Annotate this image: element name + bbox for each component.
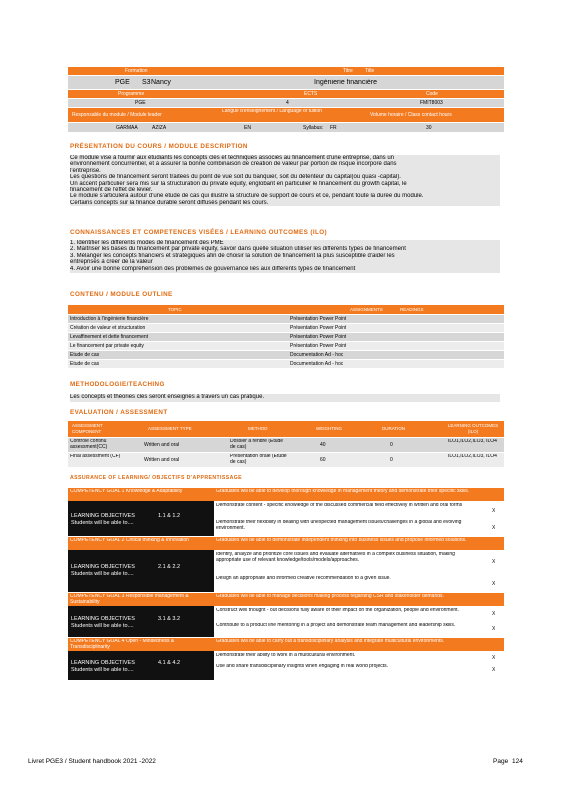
presentation-line: Les questions de financement seront traitées du point de vue soit du banquier, soit du détenteur du capital(ou quasi -capital).	[70, 174, 401, 181]
formation-label: Formation	[125, 68, 148, 74]
lo-subtitle: Students will be able to....	[71, 623, 134, 629]
lo-item-text: Design an appropriate and informed creative recommendation to a given issue.	[216, 576, 391, 581]
presentation-line: Un accent particulier sera mis sur la structuration du private equity, englobant en particulier le financement du growth capital, le	[70, 180, 407, 187]
programme-label: Programme	[118, 91, 145, 97]
header-row-formation	[68, 67, 504, 75]
assignment-cell: Présentation Power Point	[290, 334, 347, 340]
evaluation-heading: EVALUATION / ASSESSMENT	[70, 409, 168, 416]
programme-value: PGE	[135, 100, 146, 106]
footer-handbook: Livret PGE3 / Student handbook 2021 -2022	[28, 758, 156, 765]
duration-col: DURATION	[382, 426, 406, 431]
lo-number: 1.1 & 1.2	[158, 513, 181, 519]
language-label: Langue d'enseignement / Language of tuition	[222, 109, 322, 114]
methodology-heading: METHODOLOGIE/TEACHING	[70, 381, 165, 388]
presentation-line: l'entreprise.	[70, 167, 101, 174]
competency-goal: COMPETENCY GOAL 1 Knowledge & Adaptability	[70, 489, 183, 494]
duration-cell: 0	[390, 442, 393, 448]
competency-block-3	[68, 593, 504, 637]
topic-cell: Le financement par private equity	[70, 343, 144, 349]
lo-item-mark: X	[492, 611, 496, 617]
lo-number: 2.1 & 2.2	[158, 564, 181, 570]
table-row	[68, 453, 504, 467]
assurance-heading: ASSURANCE OF LEARNING/ OBJECTIFS D'APPRENTISSAGE	[70, 475, 243, 481]
presentation-heading: PRÉSENTATION DU COURS / MODULE DESCRIPTION	[70, 143, 248, 150]
competency-description: Graduates will be able to manage decisions making process regarding CSR and stakeholder demands.	[216, 594, 444, 599]
leader-surname: GARMAA	[116, 125, 138, 131]
footer-page-label: Page	[493, 758, 509, 765]
table-row	[68, 342, 504, 350]
assignment-cell: Documentation Ad - hoc	[290, 361, 344, 367]
lo-subtitle: Students will be able to....	[71, 667, 134, 673]
ilo-col: LEARNING OUTCOMES (ILO)	[447, 423, 499, 434]
lo-item-text: Demonstrate their flexibility in dealing with unexpected management issues/challenges in a global and evolving environment.	[216, 520, 462, 531]
footer-page-number: 124	[512, 758, 523, 765]
outcome-line: entreprises à créer de la valeur	[70, 259, 153, 266]
assignments-col: ASSIGNMENTS	[350, 307, 383, 312]
language-value: EN	[244, 125, 251, 131]
lo-title: LEARNING OBJECTIVES	[71, 513, 135, 519]
header-row-program-labels	[68, 90, 504, 98]
readings-col: READINGS	[400, 307, 424, 312]
topic-col: TOPIC	[168, 307, 182, 312]
lo-number: 3.1 & 3.2	[158, 616, 181, 622]
weighting-cell: 40	[320, 442, 326, 448]
competency-description: Graduates will be able to demonstrate independent thinking into business issues and propose informed solutions.	[216, 538, 467, 543]
lo-item-text: Construct well thought - out decisions fully aware of their impact on the organization, people and environment.	[216, 608, 459, 613]
ilo-cell: ILO1,ILO2,ILO3, ILO4	[448, 439, 497, 444]
lo-items	[214, 651, 504, 680]
component-cell: Final assessment (CF)	[70, 454, 121, 459]
outline-heading: CONTENU / MODULE OUTLINE	[70, 291, 173, 298]
leader-firstname: AZIZA	[152, 125, 167, 131]
lo-item-text: Demonstrate content - specific knowledge of the discussed commercial field effectively in written and oral forms	[216, 503, 463, 508]
lo-subtitle: Students will be able to....	[71, 520, 134, 526]
presentation-line: Certains concepts sur la finance durable seront diffusés pendant les cours.	[70, 199, 269, 206]
assignment-cell: Documentation Ad - hoc	[290, 352, 344, 358]
table-row	[68, 360, 504, 368]
header-row-leader-labels	[68, 108, 504, 122]
assignment-cell: Présentation Power Point	[290, 325, 347, 331]
assignment-cell: Présentation Power Point	[290, 316, 347, 322]
table-row	[68, 438, 504, 452]
outcome-line: 1. Identifier les différents modes de financement des PME	[70, 240, 224, 246]
outcome-line: 3. Mélanger les concepts financiers et stratégiques afin de choisir la solution de financement la plus susceptible d'aider les	[70, 252, 395, 259]
competency-description: Graduates will be able to carry out a transdisciplinary analysis and integrate multicultural environments.	[216, 639, 445, 644]
competency-description: Graduates will be able to develop thorough knowledge in management theory and demonstrate their specific skills.	[216, 489, 470, 494]
lo-item-mark: X	[492, 667, 496, 673]
header-row-values	[68, 76, 504, 89]
lo-items	[214, 606, 504, 637]
table-row	[68, 324, 504, 332]
lo-item-text: Use and share transdisciplinary insights when engaging in real world projects.	[216, 664, 389, 669]
code-label: Code	[426, 91, 438, 97]
duration-cell: 0	[390, 457, 393, 463]
weighting-col: WEIGHTING	[316, 426, 342, 431]
type-col: ASSESSMENT TYPE	[148, 426, 192, 431]
competency-header	[68, 638, 504, 651]
course-title-value: Ingénierie financière	[314, 79, 378, 86]
lo-item-mark: X	[492, 559, 496, 565]
outcomes-heading: CONNAISSANCES ET COMPETENCES VISÉES / LEARNING OUTCOMES (ILO)	[70, 229, 328, 236]
ects-value: 4	[286, 100, 289, 106]
campus-value: Nancy	[151, 79, 171, 86]
lo-subtitle: Students will be able to....	[71, 571, 134, 577]
titre-label: Titre	[343, 68, 353, 74]
learning-objectives-cell	[68, 550, 214, 592]
hours-value: 30	[426, 125, 432, 131]
syllabus-value: FR	[330, 125, 337, 131]
evaluation-table-header	[68, 421, 504, 437]
lo-title: LEARNING OBJECTIVES	[71, 660, 135, 666]
learning-objectives-cell	[68, 651, 214, 680]
semester-value: S3	[142, 79, 151, 86]
title-label: Title	[365, 68, 375, 74]
method-col: METHOD	[248, 426, 268, 431]
lo-item-mark: X	[492, 655, 496, 661]
competency-block-4	[68, 638, 504, 680]
presentation-line: Ce module vise à fournir aux étudiants les concepts clés et techniques associés au financement d'une entreprise, dans un	[70, 155, 395, 161]
topic-cell: Levaffinement et dette financement	[70, 334, 149, 340]
lo-item-text: Contribute to a product line mentoring in a project and demonstrate team management and leadership skills.	[216, 623, 456, 628]
ilo-cell: ILO1,ILO2,ILO3, ILO4	[448, 454, 497, 459]
competency-goal: COMPETENCY GOAL 4 Open - Mindedness & Transdisciplinarity	[70, 639, 175, 650]
outline-table-header	[68, 305, 504, 314]
competency-header	[68, 593, 504, 606]
competency-goal: COMPETENCY GOAL 3 Responsible management & Sustainability	[70, 594, 189, 605]
method-cell: Présentation orale (Etude de cas)	[230, 454, 287, 465]
learning-objectives-cell	[68, 606, 214, 637]
presentation-line: financement de l'effet de levier.	[70, 187, 153, 194]
topic-cell: Etude de cas	[70, 352, 100, 358]
learning-objectives-cell	[68, 501, 214, 536]
lo-items	[214, 550, 504, 592]
lo-item-mark: X	[492, 581, 496, 587]
type-cell: Written and oral	[144, 457, 180, 463]
program-value: PGE	[115, 79, 130, 86]
lo-item-mark: X	[492, 508, 496, 514]
method-cell: Dossier à rendre (Etude de cas)	[230, 439, 284, 450]
header-row-leader-values	[68, 123, 504, 132]
presentation-line: Le module s'articulera autour d'une étude de cas qui illustre la structure de support de cours et ce, pendant toute la durée du module.	[70, 193, 424, 200]
ects-label: ECTS	[304, 91, 318, 97]
code-value: FMIT8003	[420, 100, 443, 106]
lo-item-mark: X	[492, 525, 496, 531]
syllabus-label: Syllabus:	[303, 125, 324, 131]
lo-number: 4.1 & 4.2	[158, 660, 181, 666]
lo-item-text: Identify, analyze and prioritize core issues and evaluate alternatives in a complex business situation, making appropriate use of relevant knowledge/tools/models/approaches.	[216, 552, 455, 563]
lo-title: LEARNING OBJECTIVES	[71, 616, 135, 622]
header-row-program-values	[68, 99, 504, 107]
lo-item-mark: X	[492, 626, 496, 632]
topic-cell: Introduction à l'ingénierie financière	[70, 316, 149, 322]
competency-block-1	[68, 488, 504, 536]
table-row	[68, 351, 504, 359]
presentation-line: environnement concurrentiel, et à assurer la bonne combinaison de création de valeur par portion de risque incorporé dans	[70, 161, 397, 168]
component-col: ASSESSMENT COMPONENT	[72, 423, 103, 434]
lo-title: LEARNING OBJECTIVES	[71, 564, 135, 570]
methodology-line: Les concepts et théories clés seront enseignés à travers un cas pratique.	[70, 394, 265, 400]
topic-cell: Etude de cas	[70, 361, 100, 367]
competency-block-2	[68, 537, 504, 592]
lo-item-text: Demonstrate their ability to work in a multicultural environment.	[216, 653, 356, 658]
outcome-line: 2. Maîtriser les bases du financement par private equity, savoir dans quelle situation utiliser les différents types de financement	[70, 246, 406, 253]
competency-header	[68, 488, 504, 501]
competency-header	[68, 537, 504, 550]
table-row	[68, 315, 504, 323]
table-row	[68, 333, 504, 341]
outcomes-text	[70, 240, 500, 273]
topic-cell: Création de valeur et structuration	[70, 325, 146, 331]
weighting-cell: 60	[320, 457, 326, 463]
outcome-line: 4. Avoir une bonne compréhension des problèmes de gouvernance liés aux différents types de financement	[70, 265, 356, 272]
competency-goal: COMPETENCY GOAL 2 Critical thinking & Innovation	[70, 538, 189, 543]
assignment-cell: Présentation Power Point	[290, 343, 347, 349]
lo-items	[214, 501, 504, 536]
presentation-text	[70, 155, 500, 206]
volume-label: Volume horaire / Class contact hours	[370, 112, 452, 118]
component-cell: Contrôle continu assessment(CC)	[70, 439, 108, 450]
module-leader-label: Responsable du module / Module leader	[72, 112, 162, 118]
methodology-text	[70, 394, 500, 402]
type-cell: Written and oral	[144, 442, 180, 448]
